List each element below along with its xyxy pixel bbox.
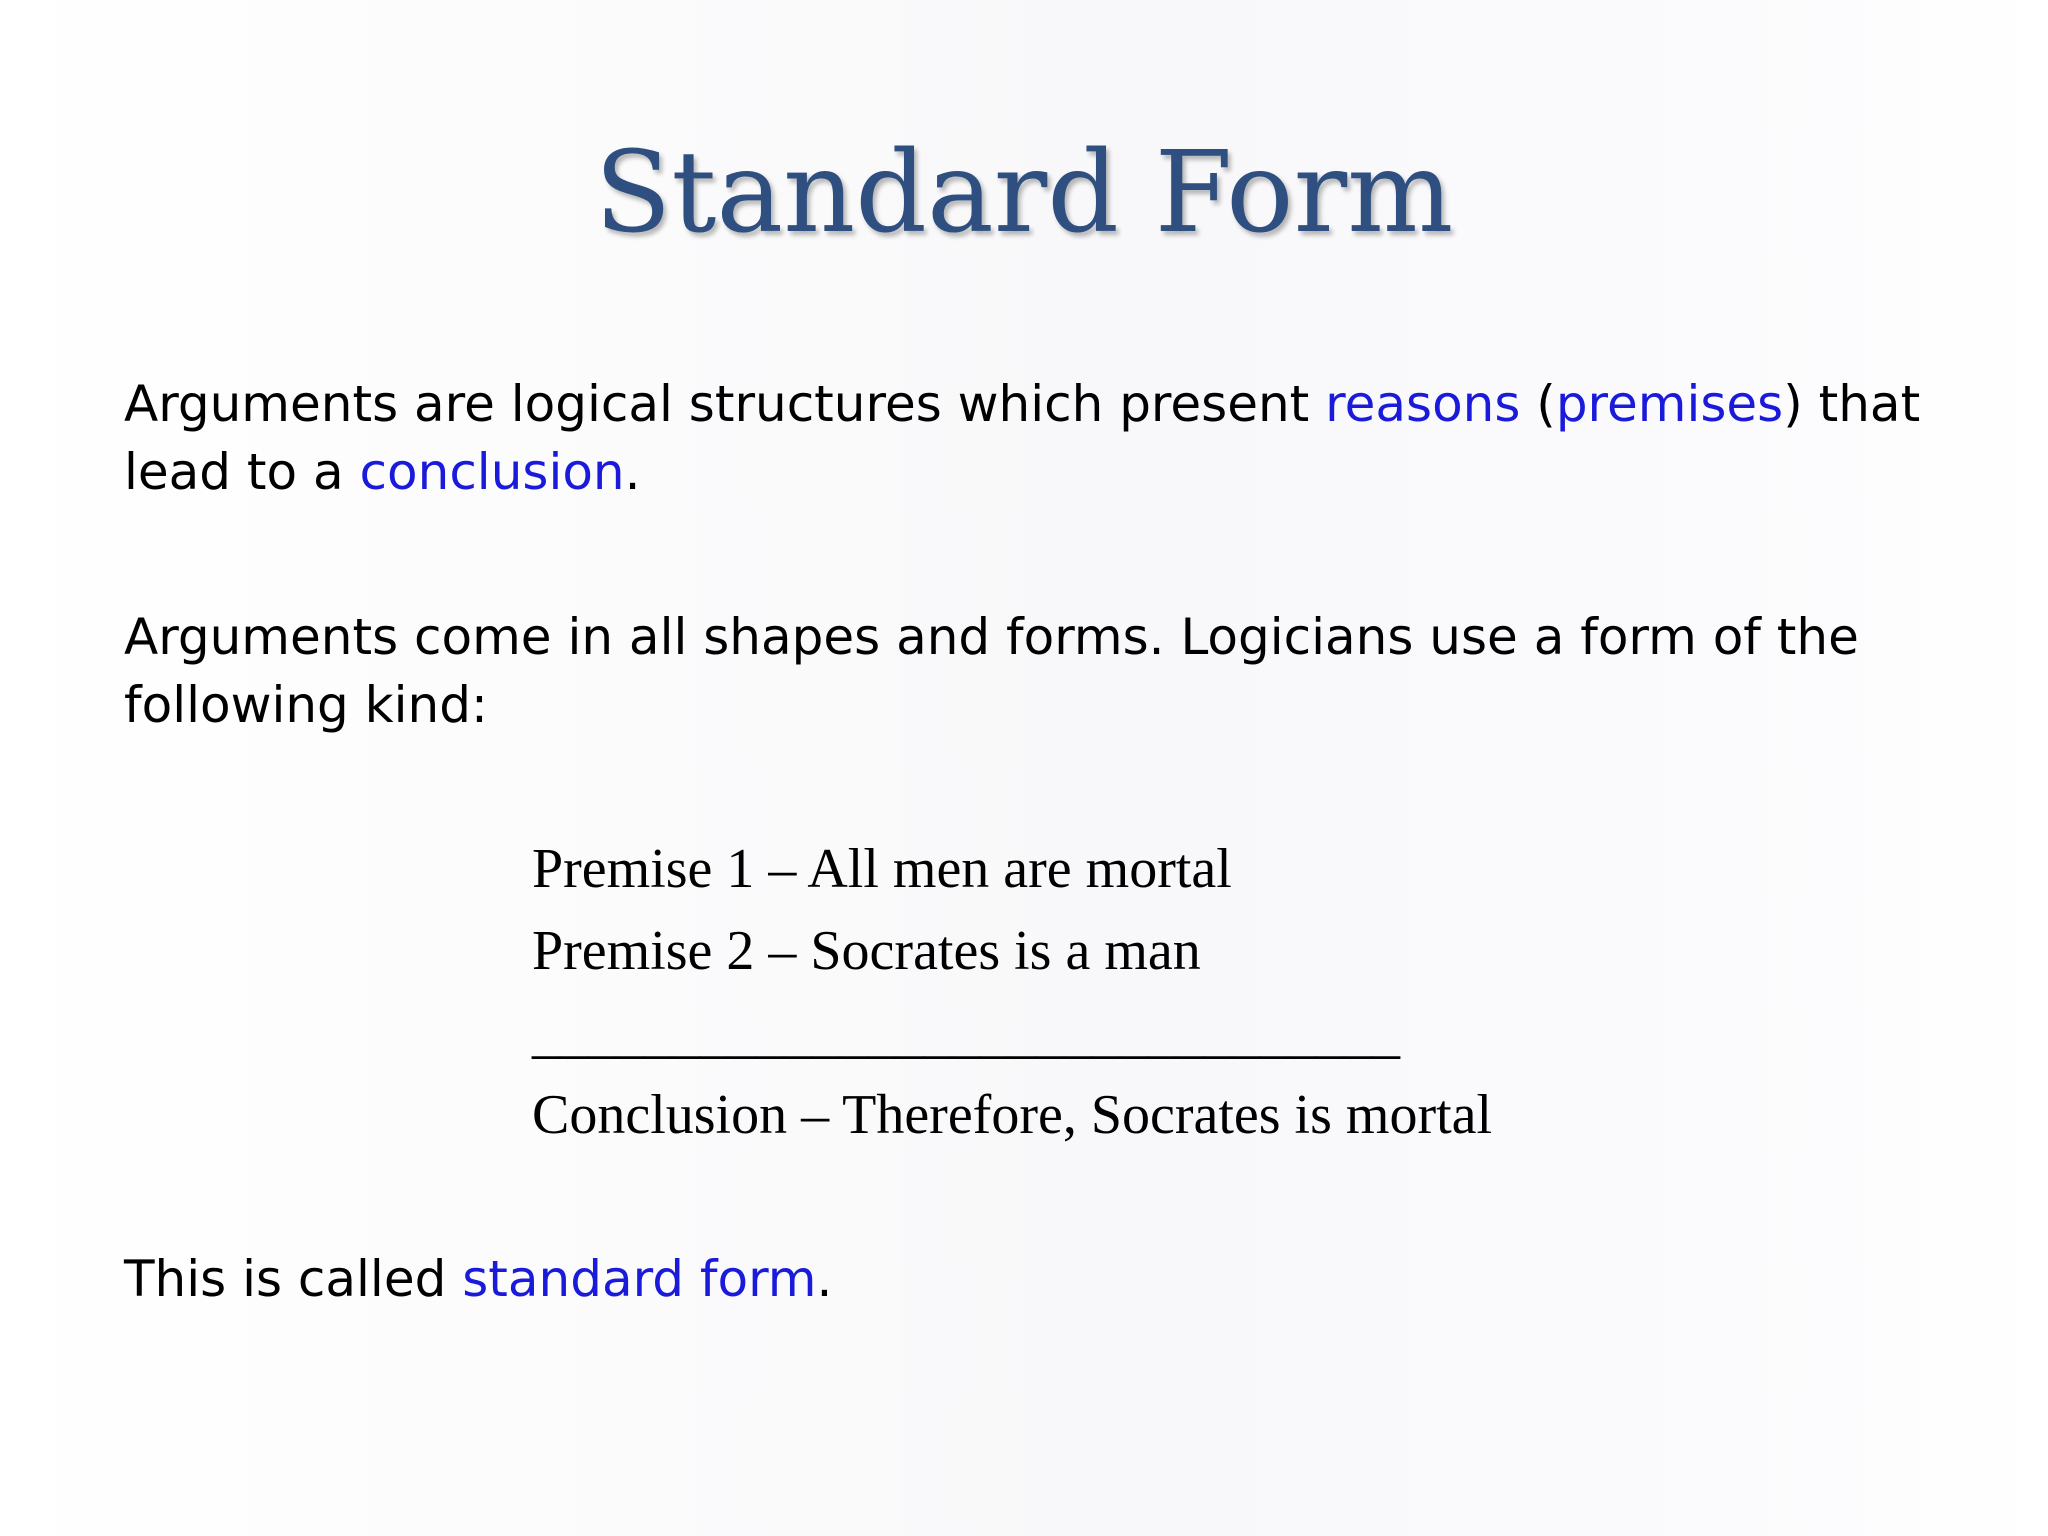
term-conclusion: conclusion	[359, 443, 625, 501]
term-premises: premises	[1555, 375, 1784, 433]
standard-form-paragraph	[124, 1245, 1924, 1313]
slide-title: Standard Form	[594, 128, 1454, 258]
definition-text-1: Arguments are logical structures which present	[124, 375, 1326, 433]
syllogism-conclusion: Conclusion – Therefore, Socrates is mortal	[532, 1084, 1493, 1146]
definition-paragraph	[124, 370, 1924, 506]
standard-form-text-1: This is called	[124, 1250, 463, 1308]
definition-text-3: ) that lead to a	[124, 375, 1921, 501]
term-standard-form: standard form	[462, 1250, 817, 1308]
premise-2: Premise 2 – Socrates is a man	[532, 920, 1201, 982]
premise-1: Premise 1 – All men are mortal	[532, 838, 1232, 900]
definition-text-2: (	[1520, 375, 1556, 433]
term-reasons: reasons	[1325, 375, 1521, 433]
standard-form-text-2: .	[816, 1250, 833, 1308]
forms-paragraph: Arguments come in all shapes and forms. Logicians use a form of the following kind:	[124, 608, 1859, 734]
definition-text-4: .	[624, 443, 641, 501]
syllogism-divider: _______________________________	[532, 1003, 1400, 1065]
